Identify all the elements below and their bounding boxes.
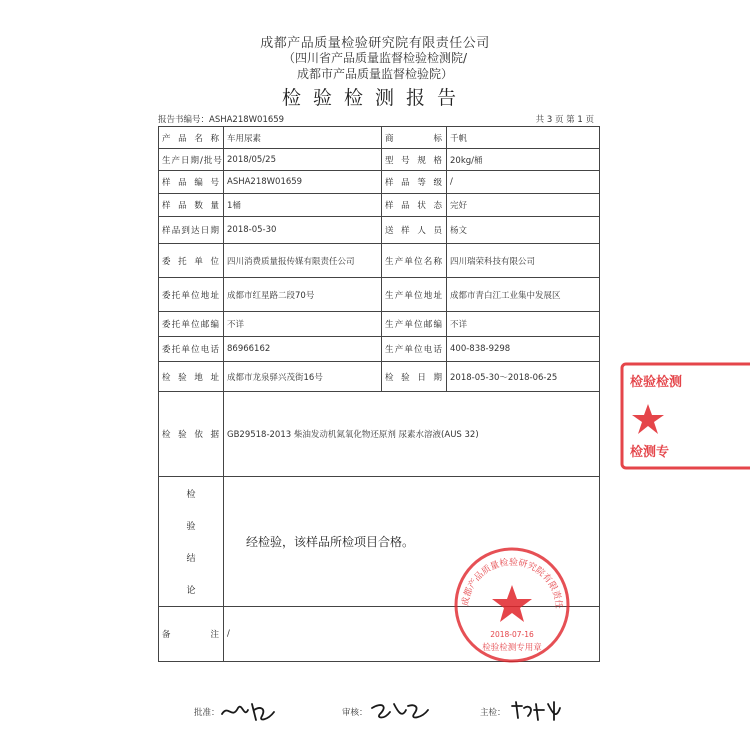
field-value: 四川消费质量报传媒有限责任公司: [224, 244, 382, 278]
field-label: 生产日期/批号: [159, 149, 224, 171]
compile-signature: [508, 698, 568, 724]
side-seal: [612, 352, 750, 486]
field-value: /: [447, 171, 600, 194]
field-value: 车用尿素: [224, 127, 382, 149]
field-label: 样品到达日期: [159, 217, 224, 244]
field-label: 委托单位: [159, 244, 224, 278]
org-subtitle-2: 成都市产品质量监督检验院）: [296, 67, 453, 81]
conclusion-text: 经检验，该样品所检项目合格。: [224, 477, 600, 607]
table-row: [159, 194, 600, 217]
approve-signature: [218, 698, 278, 724]
field-value: 不详: [224, 312, 382, 337]
field-value: 千帆: [447, 127, 600, 149]
field-label: 样品编号: [159, 171, 224, 194]
conclusion-label-char: 论: [186, 586, 196, 597]
field-value: 不详: [447, 312, 600, 337]
official-seal: [452, 545, 572, 669]
table-row: [159, 362, 600, 392]
field-label: 委托单位电话: [159, 337, 224, 362]
page-indicator: 共 3 页 第 1 页: [535, 115, 594, 125]
field-value: ASHA218W01659: [224, 171, 382, 194]
conclusion-label-char: 结: [186, 554, 196, 565]
conclusion-label: [159, 477, 224, 607]
audit-label: 审核：: [342, 708, 368, 718]
report-title: 检验检测报告: [281, 87, 468, 109]
field-label: 商标: [382, 127, 447, 149]
field-value: 2018-05-30: [224, 217, 382, 244]
field-label: 生产单位地址: [382, 278, 447, 312]
org-subtitle-1: （四川省产品质量监督检验检测院/: [282, 51, 468, 65]
conclusion-label-char: 检: [186, 489, 196, 500]
compile-label: 主检：: [480, 708, 506, 718]
field-value: 杨文: [447, 217, 600, 244]
field-label: 样品状态: [382, 194, 447, 217]
field-label: 委托单位邮编: [159, 312, 224, 337]
field-label: 生产单位电话: [382, 337, 447, 362]
field-value: 1桶: [224, 194, 382, 217]
approve-label: 批准：: [194, 708, 220, 718]
table-row: [159, 312, 600, 337]
basis-row: [159, 392, 600, 477]
svg-text:检测专: 检测专: [630, 445, 670, 460]
field-label: 产品名称: [159, 127, 224, 149]
svg-text:检验检测: 检验检测: [630, 375, 683, 390]
table-row: [159, 171, 600, 194]
field-label: 生产单位名称: [382, 244, 447, 278]
field-label: 委托单位地址: [159, 278, 224, 312]
remark-value: /: [224, 607, 600, 662]
seal-bottom-text: 检验检测专用章: [482, 643, 542, 653]
field-value: 86966162: [224, 337, 382, 362]
org-name: 成都产品质量检验研究院有限责任公司: [260, 36, 490, 51]
report-number: 报告书编号：ASHA218W01659: [158, 115, 285, 125]
field-label: 样品等级: [382, 171, 447, 194]
basis-value: GB29518-2013 柴油发动机氮氧化物还原剂 尿素水溶液(AUS 32): [224, 392, 600, 477]
basis-label: 检验依据: [159, 392, 224, 477]
official-seal-stamp: [452, 545, 572, 665]
field-value: 成都市青白江工业集中发展区: [447, 278, 600, 312]
seal-org-text: 成都产品质量检验研究院有限责任: [460, 557, 564, 610]
field-label: 检验地址: [159, 362, 224, 392]
field-value: 完好: [447, 194, 600, 217]
field-value: 成都市龙泉驿兴茂街16号: [224, 362, 382, 392]
table-row: [159, 149, 600, 171]
side-seal-stamp: [612, 352, 750, 482]
field-value: 成都市红星路二段70号: [224, 278, 382, 312]
field-value: 2018-05-30～2018-06-25: [447, 362, 600, 392]
field-label: 样品数量: [159, 194, 224, 217]
audit-signature: [368, 698, 432, 724]
field-label: 检验日期: [382, 362, 447, 392]
field-value: 四川瑞荣科技有限公司: [447, 244, 600, 278]
table-row: [159, 337, 600, 362]
table-row: [159, 244, 600, 278]
remark-label: 备注: [159, 607, 224, 662]
table-row: [159, 278, 600, 312]
field-value: 400-838-9298: [447, 337, 600, 362]
seal-date: 2018-07-16: [490, 630, 534, 639]
field-label: 型号规格: [382, 149, 447, 171]
field-value: 2018/05/25: [224, 149, 382, 171]
field-value: 20kg/桶: [447, 149, 600, 171]
table-row: [159, 217, 600, 244]
field-label: 送样人员: [382, 217, 447, 244]
table-row: [159, 127, 600, 149]
field-label: 生产单位邮编: [382, 312, 447, 337]
conclusion-label-char: 验: [186, 521, 196, 532]
